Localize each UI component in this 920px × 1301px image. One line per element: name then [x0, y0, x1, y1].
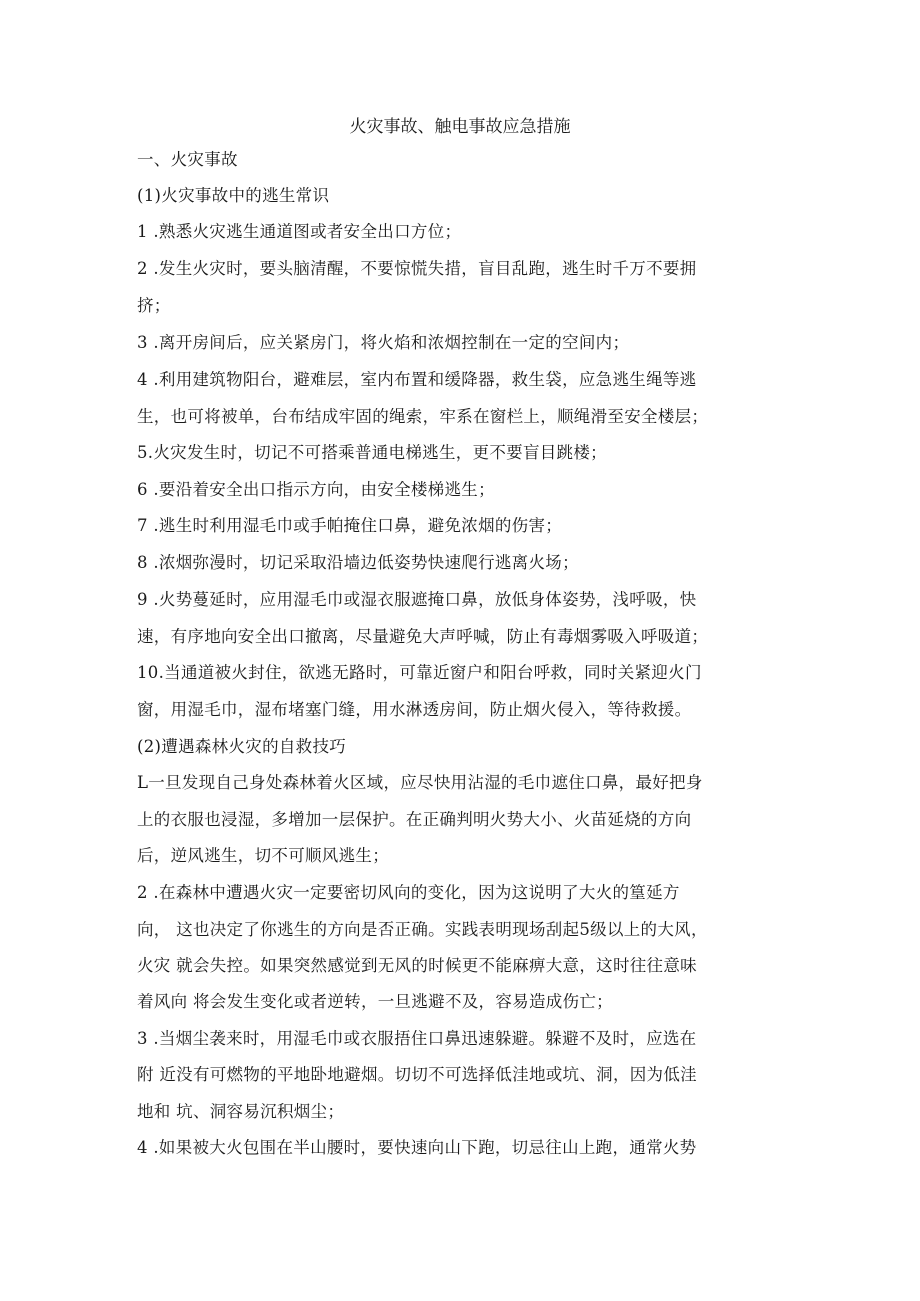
paragraph-line: 3 .当烟尘袭来时，用湿毛巾或衣服捂住口鼻迅速躲避。躲避不及时，应选在: [137, 1029, 697, 1048]
section-heading: 一、火灾事故: [137, 150, 238, 169]
paragraph-line: 2 .在森林中遭遇火灾一定要密切风向的变化，因为这说明了大火的篁延方: [137, 883, 680, 902]
paragraph-line: 8 .浓烟弥漫时，切记采取沿墙边低姿势快速爬行逃离火场；: [137, 553, 579, 572]
paragraph-line: L一旦发现自己身处森林着火区域，应尽快用沾湿的毛巾遮住口鼻，最好把身: [137, 773, 703, 792]
paragraph-line: 向， 这也决定了你逃生的方向是否正确。实践表明现场刮起5级以上的大风，: [137, 920, 708, 939]
paragraph-line: 着风向 将会发生变化或者逆转，一旦逃避不及，容易造成伤亡；: [137, 992, 613, 1011]
paragraph-line: 附 近没有可燃物的平地卧地避烟。切切不可选择低洼地或坑、洞，因为低洼: [137, 1065, 697, 1084]
paragraph-line: 生，也可将被单，台布结成牢固的绳索，牢系在窗栏上，顺绳滑至安全楼层；: [137, 407, 709, 426]
document-title: 火灾事故、触电事故应急措施: [349, 117, 571, 137]
paragraph-line: 3 .离开房间后，应关紧房门，将火焰和浓烟控制在一定的空间内；: [137, 333, 630, 352]
paragraph-line: 7 .逃生时利用湿毛巾或手帕掩住口鼻，避免浓烟的伤害；: [137, 516, 563, 535]
paragraph-line: 窗，用湿毛巾，湿布堵塞门缝，用水淋透房间，防止烟火侵入，等待救援。: [137, 700, 692, 719]
subsection-heading: (2)遭遇森林火灾的自救技巧: [137, 737, 347, 756]
paragraph-line: 后，逆风逃生，切不可顺风逃生；: [137, 846, 389, 865]
paragraph-line: 5.火灾发生时，切记不可搭乘普通电梯逃生，更不要盲目跳楼；: [137, 443, 607, 462]
paragraph-line: 4 .利用建筑物阳台，避难层，室内布置和缓降器，救生袋，应急逃生绳等逃: [137, 370, 697, 389]
paragraph-line: 挤；: [137, 296, 171, 315]
paragraph-line: 1 .熟悉火灾逃生通道图或者安全出口方位；: [137, 222, 462, 241]
paragraph-line: 地和 坑、洞容易沉积烟尘；: [137, 1102, 345, 1121]
paragraph-line: 2 .发生火灾时，要头脑清醒，不要惊慌失措，盲目乱跑，逃生时千万不要拥: [137, 259, 697, 278]
subsection-heading: (1)火灾事故中的逃生常识: [137, 186, 330, 205]
paragraph-line: 上的衣服也浸湿，多增加一层保护。在正确判明火势大小、火苗延烧的方向: [137, 810, 692, 829]
paragraph-line: 10.当通道被火封住，欲逃无路时，可靠近窗户和阳台呼救，同时关紧迎火门: [137, 663, 702, 682]
paragraph-line: 6 .要沿着安全出口指示方向，由安全楼梯逃生；: [137, 480, 495, 499]
paragraph-line: 速，有序地向安全出口撤离，尽量避免大声呼喊，防止有毒烟雾吸入呼吸道；: [137, 627, 709, 646]
paragraph-line: 火灾 就会失控。如果突然感觉到无风的时候更不能麻痹大意，这时往往意味: [137, 956, 697, 975]
paragraph-line: 9 .火势蔓延时，应用湿毛巾或湿衣服遮掩口鼻，放低身体姿势，浅呼吸，快: [137, 590, 697, 609]
paragraph-line: 4 .如果被大火包围在半山腰时，要快速向山下跑，切忌往山上跑，通常火势: [137, 1138, 697, 1157]
